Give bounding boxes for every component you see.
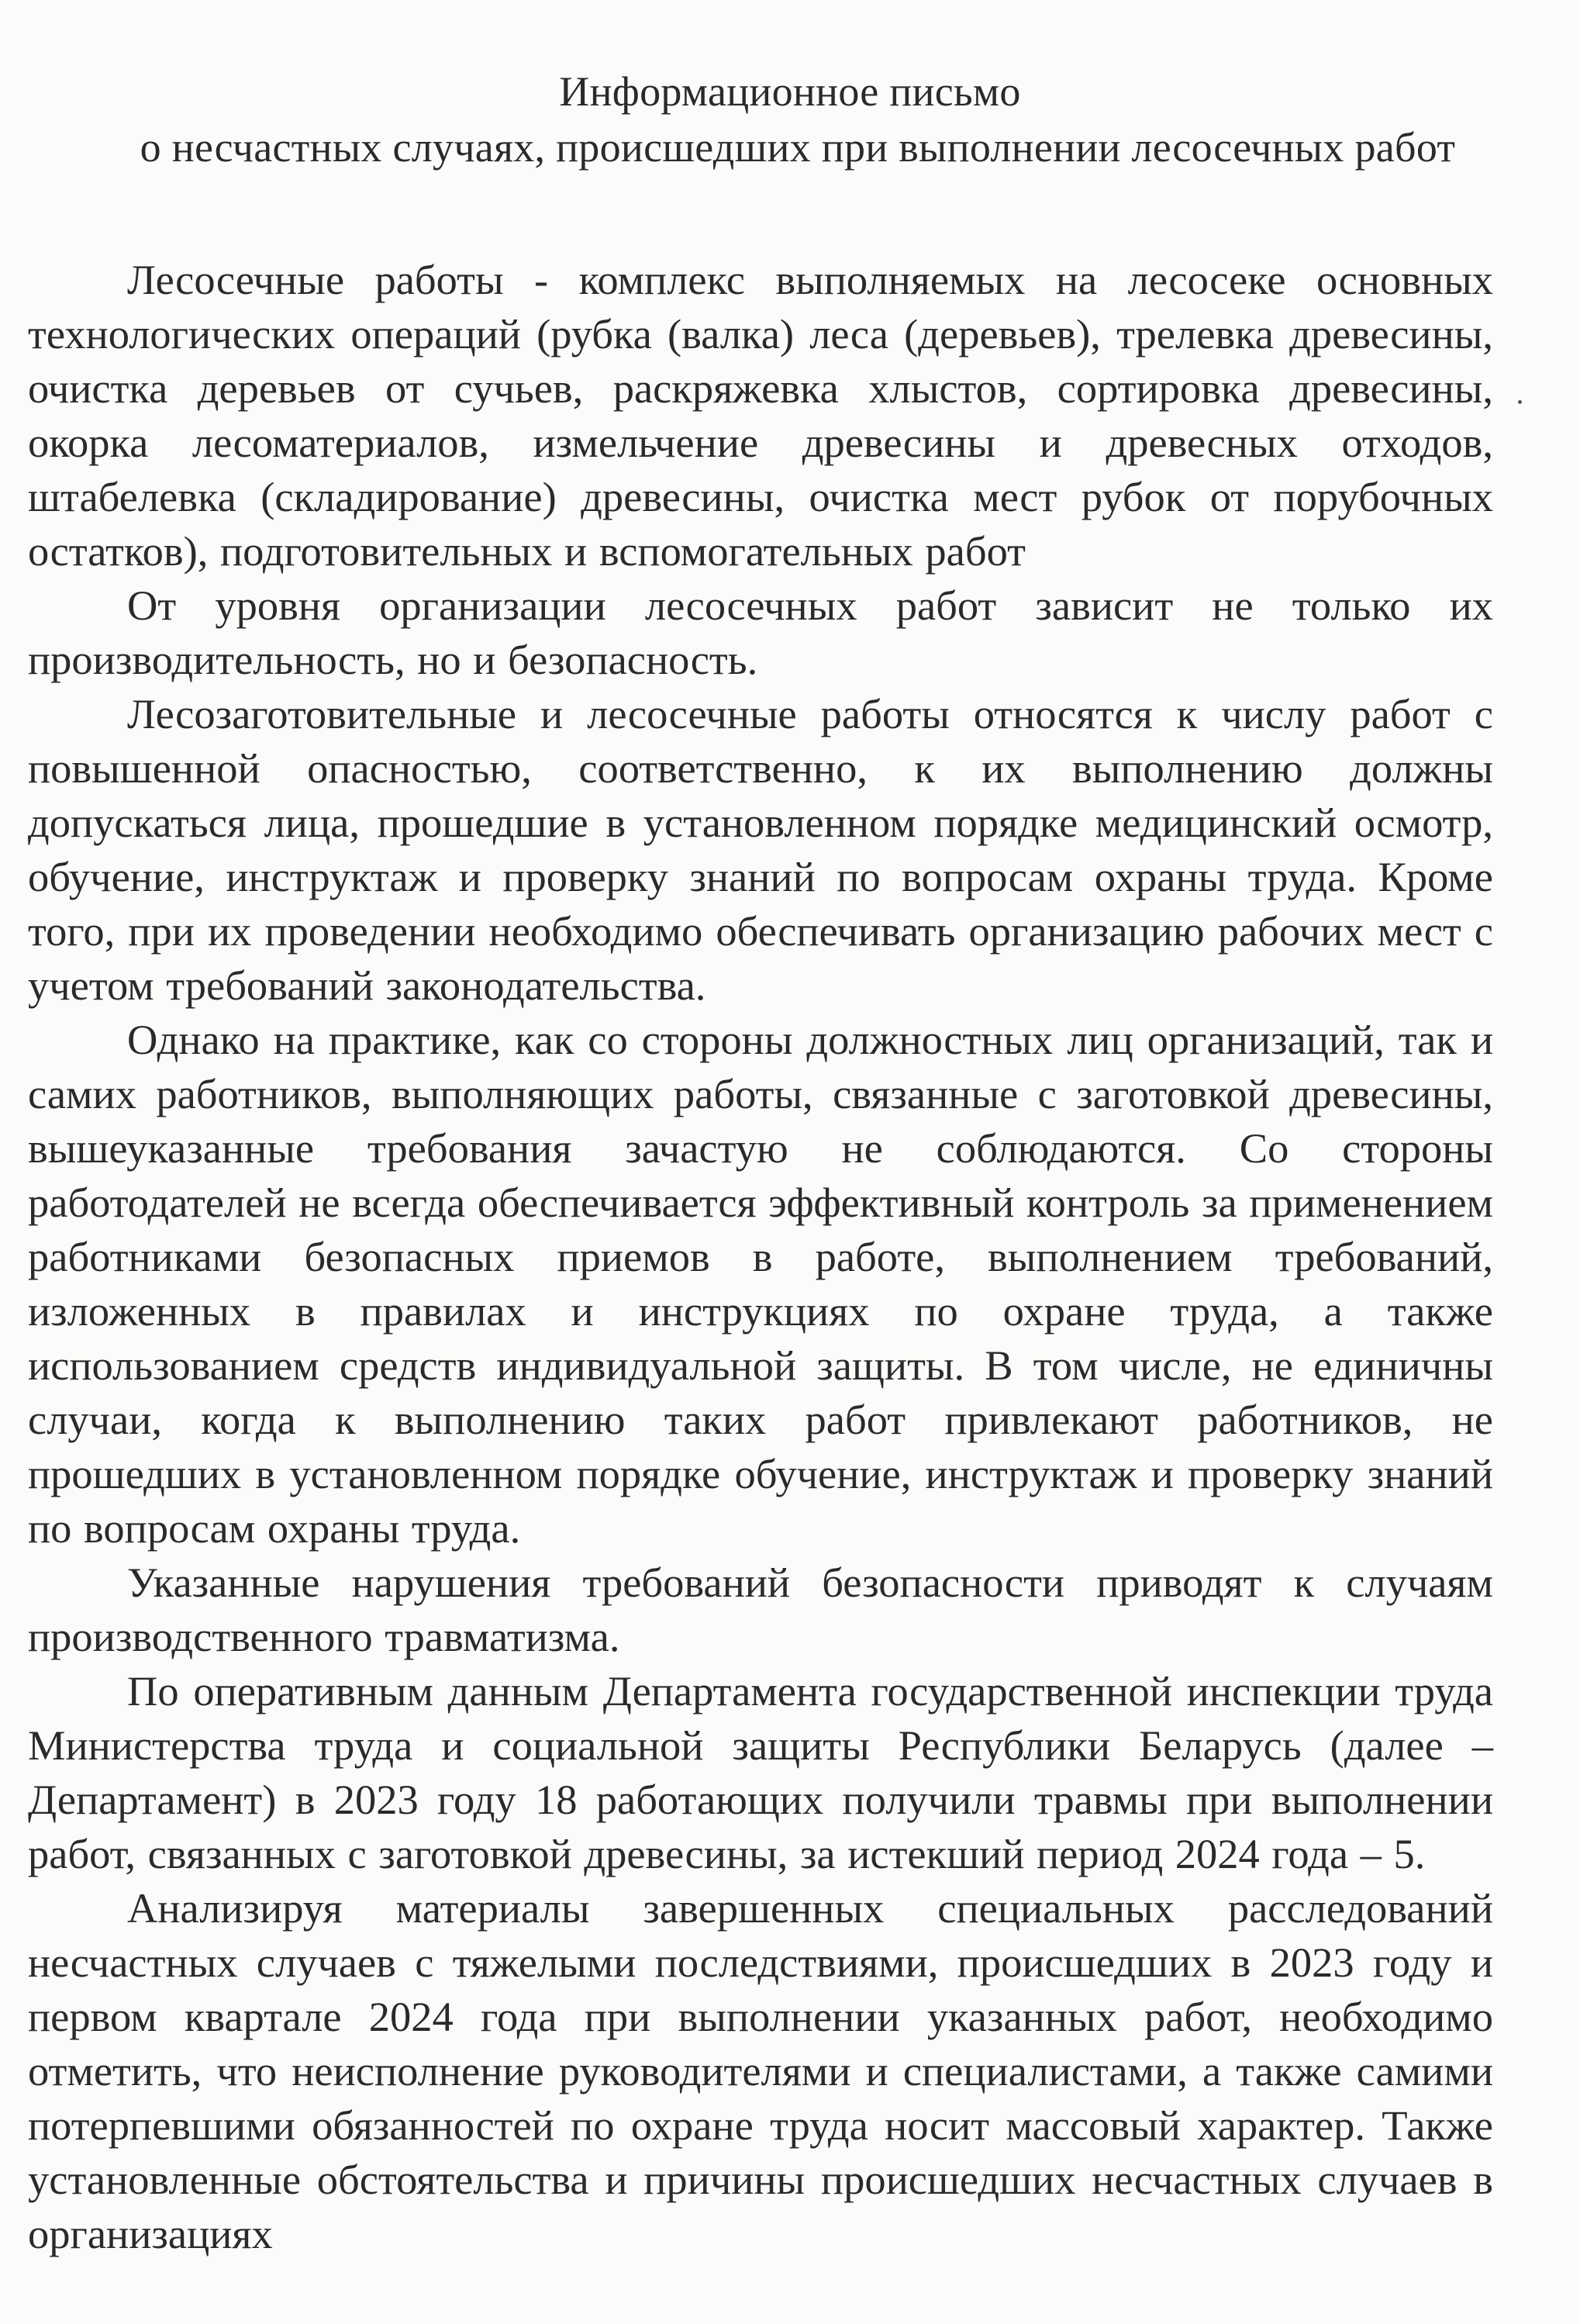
document-body [28, 253, 1493, 2261]
scan-speck [1518, 400, 1522, 404]
title-line-1: Информационное письмо [559, 68, 1021, 115]
paragraph-organization: От уровня организации лесосечных работ зависит не только их производительность, но и безопасность. [28, 582, 1493, 683]
paragraph-definition: Лесосечные работы - комплекс выполняемых на лесосеке основных технологических операций (рубка (валка) леса (деревьев), трелевка древесины, очистка деревьев от сучьев, раскряжевка хлыстов, сортировка древесины, окорка лесоматериалов, измельчение древесины и древесных отходов, штабелевка (складирование) древесины, очистка мест рубок от порубочных остатков), подготовительных и вспомогательных работ [28, 256, 1493, 575]
paragraph-danger: Лесозаготовительные и лесосечные работы относятся к числу работ с повышенной опасностью, соответственно, к их выполнению должны допускаться лица, прошедшие в установленном порядке медицинский осмотр, обучение, инструктаж и проверку знаний по вопросам охраны труда. Кроме того, при их проведении необходимо обеспечивать организацию рабочих мест с учетом требований законодательства. [28, 690, 1493, 1009]
title-line-2: о несчастных случаях, происшедших при выполнении лесосечных работ [140, 124, 1456, 171]
paragraph-analysis: Анализируя материалы завершенных специальных расследований несчастных случаев с тяжелыми последствиями, происшедших в 2023 году и первом квартале 2024 года при выполнении указанных работ, необходимо отметить, что неисполнение руководителями и специалистами, а также самими потерпевшими обязанностей по охране труда носит массовый характер. Также установленные обстоятельства и причины происшедших несчастных случаев в организациях [28, 1884, 1493, 2257]
paragraph-violations: Однако на практике, как со стороны должностных лиц организаций, так и самих работников, выполняющих работы, связанные с заготовкой древесины, вышеуказанные требования зачастую не соблюдаются. Со стороны работодателей не всегда обеспечивается эффективный контроль за применением работниками безопасных приемов в работе, выполнением требований, изложенных в правилах и инструкциях по охране труда, а также использованием средств индивидуальной защиты. В том числе, не единичны случаи, когда к выполнению таких работ привлекают работников, не прошедших в установленном порядке обучение, инструктаж и проверку знаний по вопросам охраны труда. [28, 1016, 1493, 1552]
paragraph-consequences: Указанные нарушения требований безопасности приводят к случаям производственного травматизма. [28, 1559, 1493, 1660]
document-title [0, 64, 1580, 175]
paragraph-statistics: По оперативным данным Департамента государственной инспекции труда Министерства труда и социальной защиты Республики Беларусь (далее – Департамент) в 2023 году 18 работающих получили травмы при выполнении работ, связанных с заготовкой древесины, за истекший период 2024 года – 5. [28, 1667, 1493, 1877]
